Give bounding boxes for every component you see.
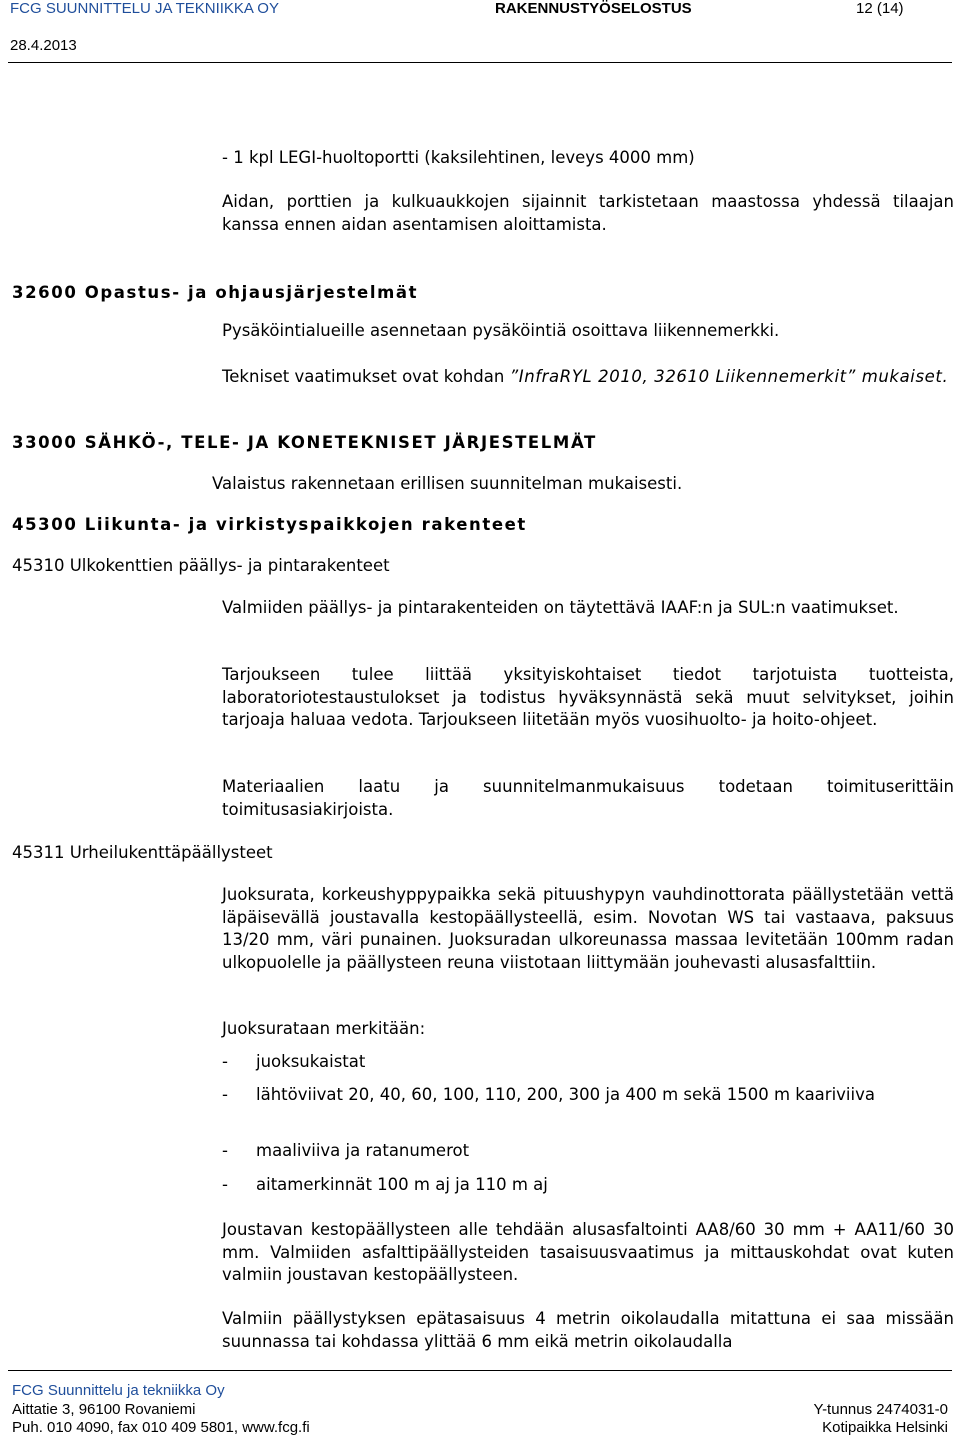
list-item-text: maaliviiva ja ratanumerot [256, 1141, 470, 1160]
header-date: 28.4.2013 [10, 37, 77, 54]
section-33000-title: 33000 SÄHKÖ-, TELE- JA KONETEKNISET JÄRJESTELMÄT [12, 433, 597, 452]
section-33000-paragraph: Valaistus rakennetaan erillisen suunnitelman mukaisesti. [212, 474, 683, 493]
footer-rule [8, 1370, 952, 1371]
running-track-markings-intro: Juoksurataan merkitään: [222, 1019, 426, 1038]
list-item [222, 1084, 954, 1107]
section-45311-paragraph-3: Valmiin päällystyksen epätasaisuus 4 metrin oikolaudalla mitattuna ei saa missään suunnassa tai kohdassa ylittää 6 mm eikä metrin oikolaudalla [222, 1309, 954, 1351]
section-45311-paragraph-1: Juoksurata, korkeushyppypaikka sekä pituushypyn vauhdinottorata päällystetään vettä läpäisevällä joustavalla kestopäällysteellä, esim. Novotan WS tai vastaava, paksuus 13/20 mm, väri punainen. Juoksuradan ulkoreunassa massaa levitetään 100mm radan ulkopuolelle ja päällysteen reuna viistotaan liittymään jouhevasti alusasfalttiin. [222, 885, 954, 972]
footer-business-id: Y-tunnus 2474031-0 [813, 1401, 948, 1418]
list-item [222, 1140, 954, 1163]
section-45311-paragraph-2: Joustavan kestopäällysteen alle tehdään alusasfaltointi AA8/60 30 mm + AA11/60 30 mm. Valmiiden asfalttipäällysteiden tasaisuusvaatimus ja mittauskohdat ovat kuten valmiin joustavan kestopäällysteen. [222, 1220, 954, 1284]
list-dash: - [222, 1175, 228, 1194]
gates-paragraph: Aidan, porttien ja kulkuaukkojen sijainnit tarkistetaan maastossa yhdessä tilaajan kanssa ennen aidan asentamisen aloittamista. [222, 192, 954, 234]
section-32600-paragraph-2 [222, 366, 954, 389]
list-item-text: juoksukaistat [256, 1052, 366, 1071]
header-page-number: 12 (14) [856, 0, 904, 17]
header-rule [8, 62, 952, 63]
list-item-text: lähtöviivat 20, 40, 60, 100, 110, 200, 300 ja 400 m sekä 1500 m kaariviiva [256, 1085, 875, 1104]
list-item [222, 1051, 954, 1074]
section-45311-title: 45311 Urheilukenttäpäällysteet [12, 843, 273, 862]
section-45310-paragraph-1: Valmiiden päällys- ja pintarakenteiden on täytettävä IAAF:n ja SUL:n vaatimukset. [222, 598, 899, 617]
footer-domicile: Kotipaikka Helsinki [822, 1419, 948, 1436]
section-32600-paragraph-1: Pysäköintialueille asennetaan pysäköintiä osoittava liikennemerkki. [222, 321, 780, 340]
list-dash: - [222, 1141, 228, 1160]
section-32600-title: 32600 Opastus- ja ohjausjärjestelmät [12, 283, 419, 302]
header-doc-title: RAKENNUSTYÖSELOSTUS [495, 0, 692, 17]
list-item-text: aitamerkinnät 100 m aj ja 110 m aj [256, 1175, 548, 1194]
section-45300-title: 45300 Liikunta- ja virkistyspaikkojen rakenteet [12, 515, 527, 534]
section-45310-paragraph-3: Materiaalien laatu ja suunnitelmanmukaisuus todetaan toimituserittäin toimitusasiakirjoista. [222, 777, 954, 819]
header-company: FCG SUUNNITTELU JA TEKNIIKKA OY [10, 0, 279, 17]
footer-address: Aittatie 3, 96100 Rovaniemi [12, 1401, 196, 1418]
footer-contact: Puh. 010 4090, fax 010 409 5801, www.fcg.fi [12, 1419, 310, 1436]
section-45310-paragraph-2: Tarjoukseen tulee liittää yksityiskohtaiset tiedot tarjotuista tuotteista, laboratoriotestaustulokset ja todistus hyväksynnästä sekä muut selvitykset, joihin tarjoaja haluaa vedota. Tarjoukseen liitetään myös vuosihuolto- ja hoito-ohjeet. [222, 665, 954, 729]
list-item [222, 1174, 954, 1197]
legi-line: - 1 kpl LEGI-huoltoportti (kaksilehtinen, leveys 4000 mm) [222, 148, 695, 167]
list-dash: - [222, 1052, 228, 1071]
list-dash: - [222, 1085, 228, 1104]
section-32600-paragraph-2-text: Tekniset vaatimukset ovat kohdan [222, 367, 510, 386]
section-45310-title: 45310 Ulkokenttien päällys- ja pintarakenteet [12, 556, 390, 575]
section-32600-reference: ”InfraRYL 2010, 32610 Liikennemerkit” mukaiset. [509, 367, 949, 386]
footer-company: FCG Suunnittelu ja tekniikka Oy [12, 1382, 225, 1399]
